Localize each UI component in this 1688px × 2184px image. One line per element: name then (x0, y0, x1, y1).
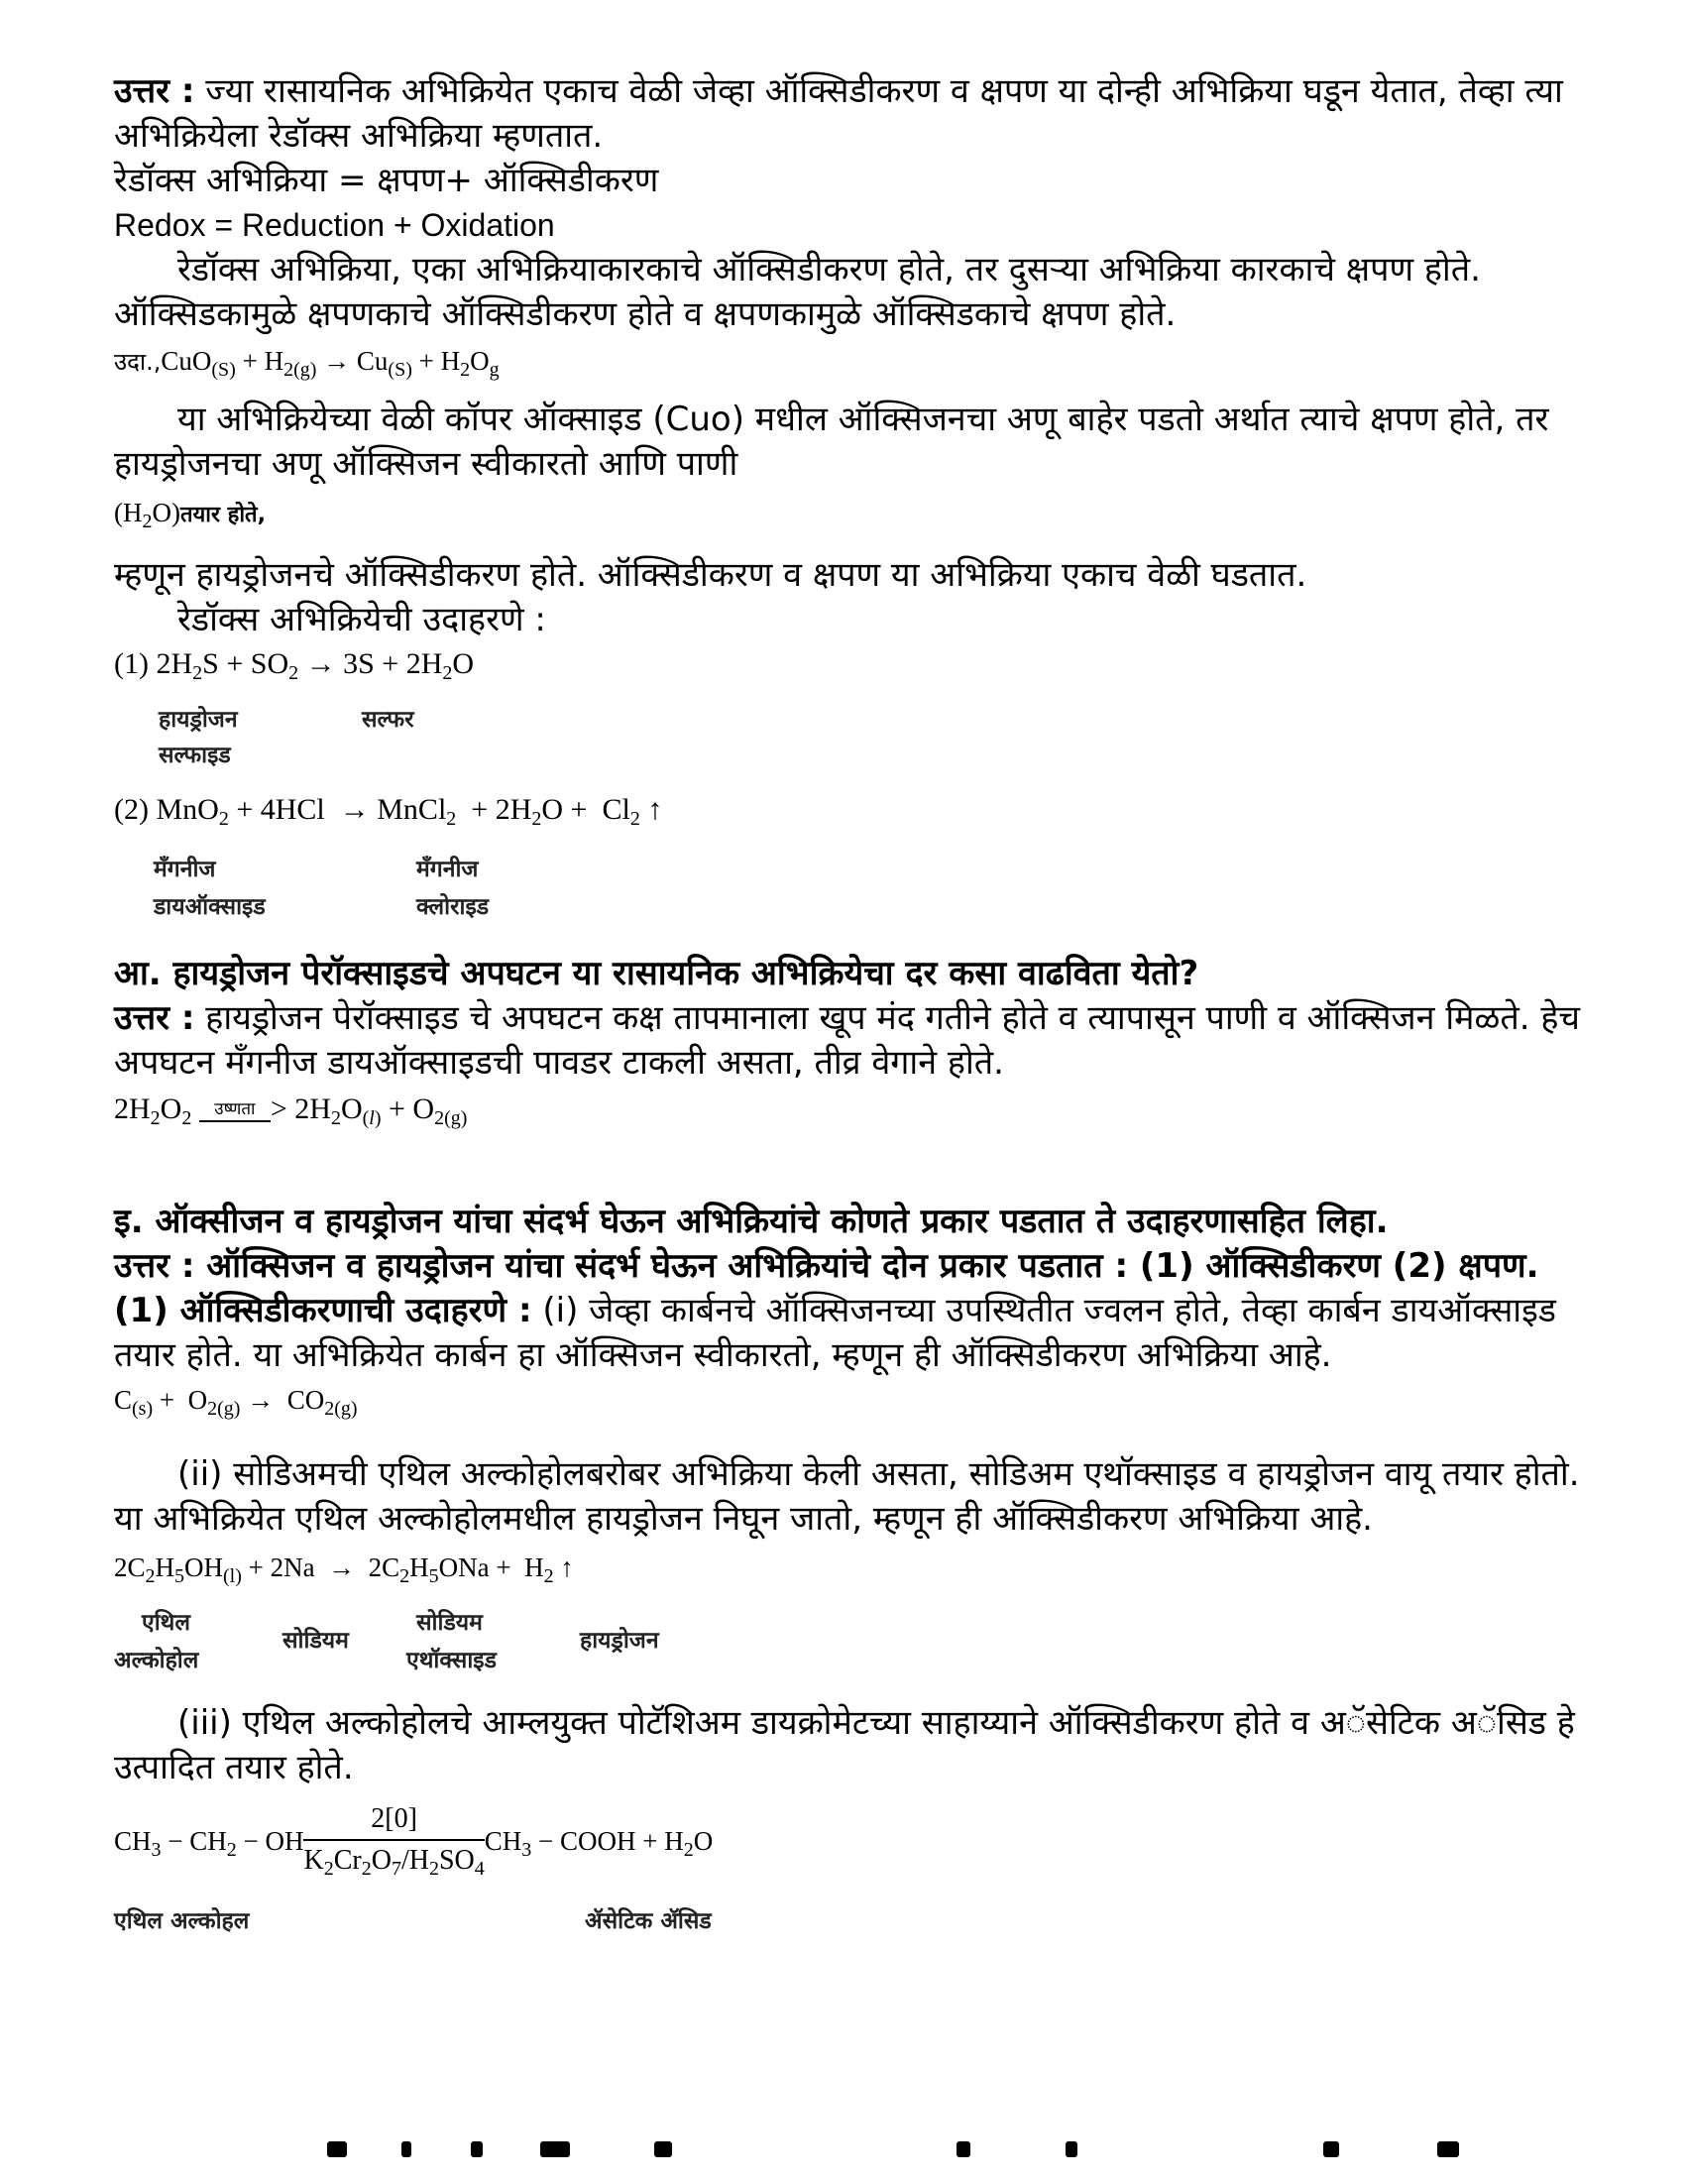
label-chloride: क्लोराइड (416, 894, 490, 920)
label-dioxide: डायऑक्साइड (154, 894, 266, 920)
oxidant-bottom: $K_2Cr_2O_7/H_2SO_4$ (303, 1844, 485, 1880)
answer-aa-text: हायड्रोजन पेरॉक्साइड चे अपघटन कक्ष तापमानाला खूप मंद गतीने होते व त्यापासून पाणी व ऑक्सिजन मिळते. हेच अपघटन मॅंगनीज डायऑक्साइडची पावडर टाकली असता, तीव्र वेगाने होते. (114, 998, 1580, 1083)
answer-aa (114, 996, 1581, 1086)
equation-cuo-h2: उदा.,CuO$_{(S)}$ + $H_{2(g)} \to Cu_{(S)} + H_2O_g$ (114, 346, 500, 381)
document-page (114, 69, 1581, 1944)
redox-formula-english: Redox = Reduction + Oxidation (114, 207, 555, 243)
redox-formula-marathi: रेडॉक्स अभिक्रिया = क्षपण+ ऑक्सिडीकरण (114, 161, 659, 200)
label-manganese-2: मॅंगनीज (416, 857, 479, 882)
example-1-text: (i) जेव्हा कार्बनचे ऑक्सिजनच्या उपस्थितीत ज्वलन होते, तेव्हा कार्बन डायऑक्साइड तयार होते. या अभिक्रियेत कार्बन हा ऑक्सिजन स्वीकारतो, म्हणून ही ऑक्सिडीकरण अभिक्रिया आहे. (114, 1291, 1556, 1375)
redox-conclusion: म्हणून हायड्रोजनचे ऑक्सिडीकरण होते. ऑक्सिडीकरण व क्षपण या अभिक्रिया एकाच वेळी घडतात. (114, 555, 1307, 595)
label-ethyl-alcohol: एथिल अल्कोहल (114, 1908, 250, 1934)
oxidation-example-1 (114, 1289, 1581, 1378)
example-prefix: उदा., (114, 348, 162, 376)
label-acetic-acid: ॲसेटिक ॲसिड (585, 1908, 712, 1934)
examples-label: (1) ऑक्सिडीकरणाची उदाहरणे : (114, 1291, 532, 1330)
label-hydrogen-2: हायड्रोजन (580, 1628, 659, 1654)
water-formula-line: $(H_2O)तयार$ होते, (114, 498, 266, 532)
question-aa: आ. हायड्रोजन पेरॉक्साइडचे अपघटन या रासायनिक अभिक्रियेचा दर कसा वाढविता येतो? (114, 954, 1199, 993)
equation-ethanol-oxidation: $CH_3 - CH_2$ − OH $\frac{2[0]}{K_2Cr_2O_7/H_2SO_4}$ $CH_3$ − COOH + $H_2O$ (114, 1796, 1581, 1895)
answer-i: उत्तर : ऑक्सिजन व हायड्रोजन यांचा संदर्भ घेऊन अभिक्रियांचे दोन प्रकार पडतात : (1) ऑक्सिडीकरण (2) क्षपण. (114, 1246, 1539, 1286)
label-alcohol: अल्कोहोल (114, 1648, 199, 1673)
label-manganese: मॅंगनीज (154, 857, 216, 882)
water-suffix: तयार होते, (180, 503, 266, 527)
label-sodium: सोडियम (282, 1628, 349, 1654)
equation-ethanol-labels (114, 1598, 1581, 1689)
equation-h2s-so2: (1) $2H_2S + SO_2 \to 3S + 2H_2O$ (114, 647, 475, 684)
label-sodium-2: सोडियम (416, 1610, 483, 1636)
equation2-labels (114, 841, 1581, 930)
label-sulfide: सल्फाइड (159, 743, 231, 768)
cut-off-text-line (114, 2141, 1472, 2161)
redox-cuo-explanation: या अभिक्रियेच्या वेळी कॉपर ऑक्साइड (Cuo) मधील ऑक्सिजनचा अणू बाहेर पडतो अर्थात त्याचे क्षपण होते, तर हायड्रोजनचा अणू ऑक्सिजन स्वीकारतो आणि पाणी (114, 400, 1549, 484)
reaction-arrow (199, 1100, 271, 1122)
answer-label: उत्तर : (114, 71, 195, 111)
oxidation-example-2: (ii) सोडिअमची एथिल अल्कोहोलबरोबर अभिक्रिया केली असता, सोडिअम एथॉक्साइड व हायड्रोजन वायू तयार होतो. या अभिक्रियेत एथिल अल्कोहोलमधील हायड्रोजन निघून जातो, म्हणून ही ऑक्सिडीकरण अभिक्रिया आहे. (114, 1454, 1580, 1539)
equation-mno2-hcl: (2) MnO$_2$ + 4HCl → MnCl$_2$ + $2H_2O + Cl_2$ ↑ (114, 793, 663, 830)
condition-heat: उष्णता (214, 1099, 256, 1120)
oxidant-top: 2[0] (303, 1799, 484, 1841)
redox-examples-heading: रेडॉक्स अभिक्रियेची उदाहरणे : (177, 600, 546, 639)
equation-h2o2: $2H_2O_2$ उष्णता > $2H_2O_{(l)} + O_{2(g)}$ (114, 1092, 468, 1129)
label-ethyl: एथिल (142, 1610, 190, 1636)
question-i: इ. ऑक्सीजन व हायड्रोजन यांचा संदर्भ घेऊन अभिक्रियांचे कोणते प्रकार पडतात ते उदाहरणासहित लिहा. (114, 1202, 1389, 1241)
oxidation-example-3: (iii) एथिल अल्कोहोलचे आम्लयुक्त पोटॅशिअम डायक्रोमेटच्या साहाय्याने ऑक्सिडीकरण होते व अॅसेटिक अॅसिड हे उत्पादित तयार होते. (114, 1703, 1575, 1787)
label-sulfur: सल्फर (362, 707, 414, 733)
label-hydrogen: हायड्रोजन (159, 707, 238, 733)
redox-answer (114, 69, 1581, 159)
label-ethoxide: एथॉक्साइड (406, 1648, 497, 1673)
answer-aa-label: उत्तर : (114, 998, 195, 1038)
equation-carbon-oxygen: $C_{(s)} + O_{2(g)} \to CO_{2(g)}$ (114, 1385, 358, 1420)
equation-ethanol-oxidation-labels (114, 1895, 1581, 1944)
equation1-labels (114, 695, 1581, 774)
oxidant-fraction (303, 1799, 484, 1889)
equation-ethanol-sodium: $2C_2H_5OH_{(l)} + 2Na \to 2C_2H_5ONa + H_2$ ↑ (114, 1552, 574, 1587)
redox-explanation: रेडॉक्स अभिक्रिया, एका अभिक्रियाकारकाचे ऑक्सिडीकरण होते, तर दुसऱ्या अभिक्रिया कारकाचे क्षपण होते. ऑक्सिडकामुळे क्षपणकाचे ऑक्सिडीकरण होते व क्षपणकामुळे ऑक्सिडकाचे क्षपण होते. (114, 250, 1481, 334)
redox-definition: ज्या रासायनिक अभिक्रियेत एकाच वेळी जेव्हा ऑक्सिडीकरण व क्षपण या दोन्ही अभिक्रिया घडून येतात, तेव्हा त्या अभिक्रियेला रेडॉक्स अभिक्रिया म्हणतात. (114, 71, 1563, 156)
